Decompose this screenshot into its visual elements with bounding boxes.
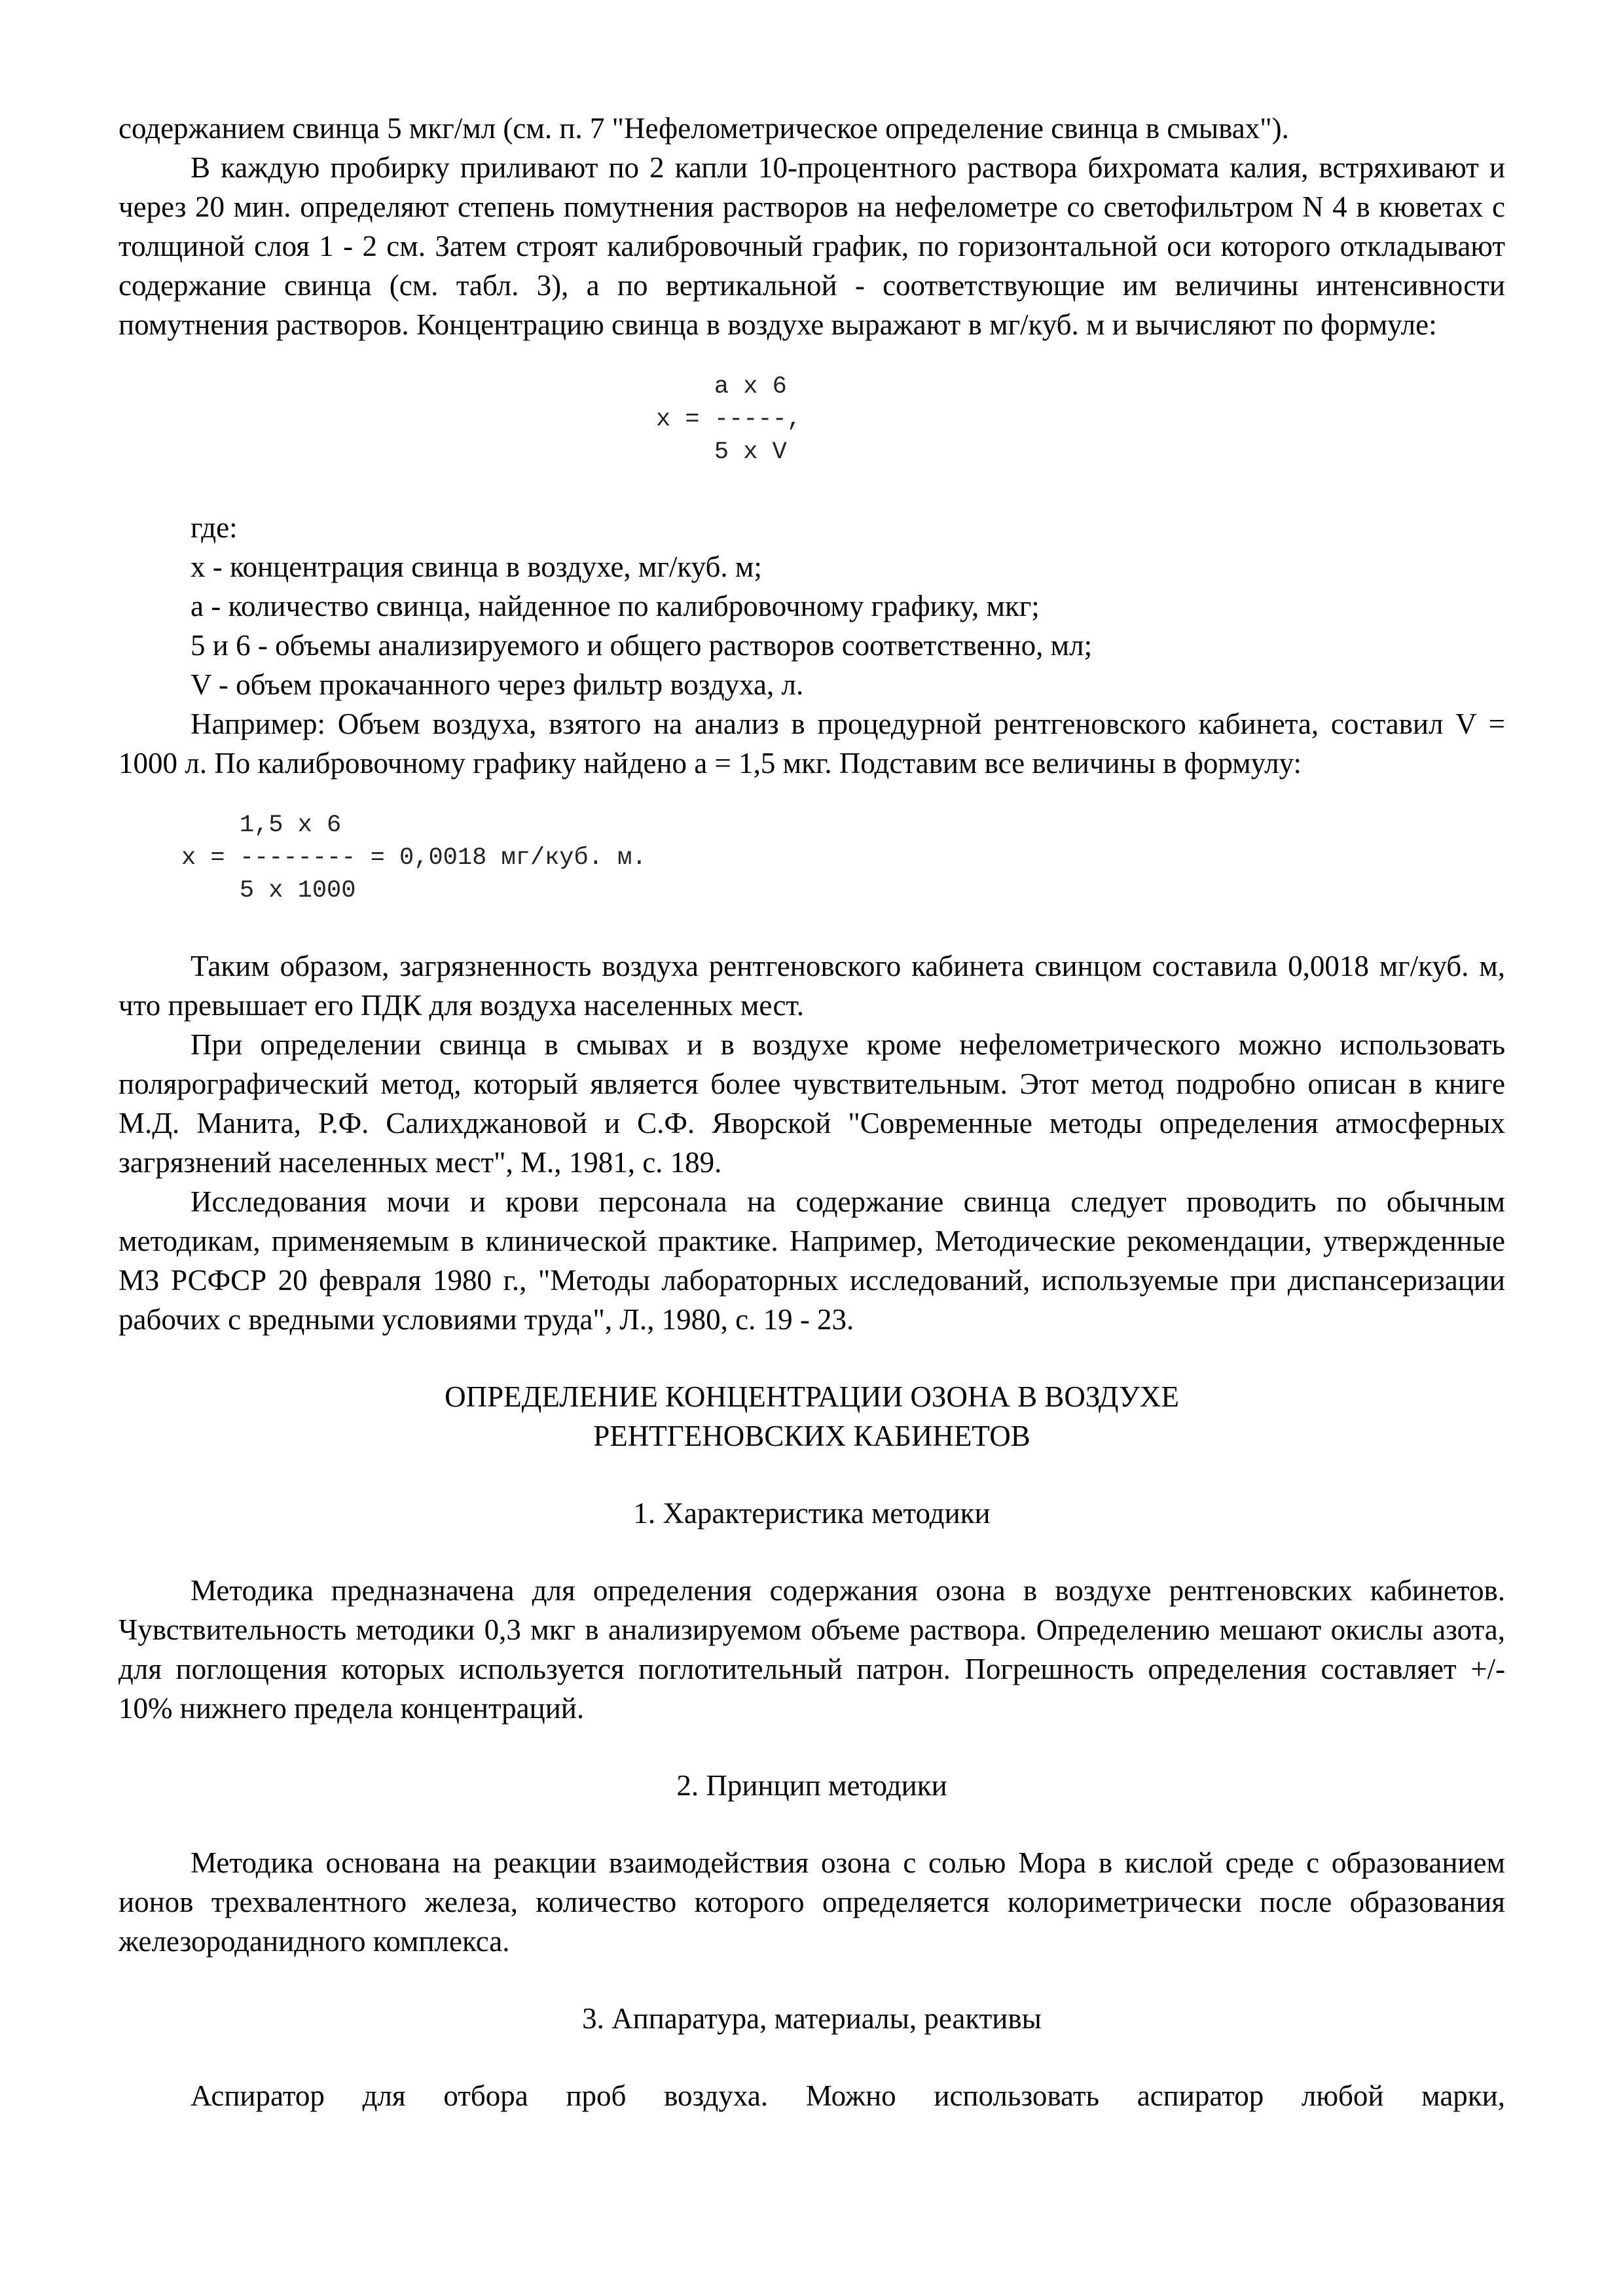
heading-line-2: РЕНТГЕНОВСКИХ КАБИНЕТОВ (593, 1420, 1030, 1452)
subsection-title-3: 3. Аппаратура, материалы, реактивы (582, 2002, 1042, 2035)
example-numerator: 1,5 x 6 (181, 812, 342, 839)
paragraph-urine-blood: Исследования мочи и крови персонала на содержание свинца следует проводить по обычным методикам, применяемым в клинической практике. Например, Методические рекомендации, утвержденные МЗ РСФСР 20 февраля 1980 г., "Методы лабораторных исследований, используемые при диспансеризации рабочих с вредными условиями труда", Л., 1980, с. 19 - 23. (119, 1185, 1505, 1336)
definition-v: V - объем прокачанного через фильтр воздуха, л. (191, 668, 804, 701)
paragraph-lead-in: содержанием свинца 5 мкг/мл (см. п. 7 "Нефелометрическое определение свинца в смывах"). (119, 112, 1289, 145)
paragraph-example: Например: Объем воздуха, взятого на анализ в процедурной рентгеновского кабинета, составил V = 1000 л. По калибровочному графику найдено а = 1,5 мкг. Подставим все величины в формулу: (119, 708, 1505, 780)
document-page (119, 109, 1505, 2115)
formula-fraction-line: x = -----, (656, 406, 802, 433)
subsection-text-3: Аспиратор для отбора проб воздуха. Можно использовать аспиратор любой марки, (191, 2079, 1505, 2112)
subsection-title-2: 2. Принцип методики (676, 1769, 947, 1802)
formula-numerator: a x 6 (656, 373, 787, 401)
definition-x: x - концентрация свинца в воздухе, мг/куб. м; (191, 550, 762, 583)
definition-volumes: 5 и 6 - объемы анализируемого и общего растворов соответственно, мл; (191, 629, 1093, 662)
heading-line-1: ОПРЕДЕЛЕНИЕ КОНЦЕНТРАЦИИ ОЗОНА В ВОЗДУХЕ (445, 1380, 1179, 1413)
formula-concentration (119, 370, 1505, 469)
where-label: где: (191, 511, 238, 544)
paragraph-result: Таким образом, загрязненность воздуха рентгеновского кабинета свинцом составила 0,0018 мг/куб. м, что превышает его ПДК для воздуха населенных мест. (119, 950, 1505, 1022)
example-denominator: 5 x 1000 (181, 877, 356, 905)
subsection-title-1: 1. Характеристика методики (633, 1497, 991, 1530)
example-fraction-line: x = -------- = 0,0018 мг/куб. м. (181, 844, 647, 872)
subsection-text-1: Методика предназначена для определения содержания озона в воздухе рентгеновских кабинетов. Чувствительность методики 0,3 мкг в анализируемом объеме раствора. Определению мешают окислы азота, для поглощения которых используется поглотительный патрон. Погрешность определения составляет +/- 10% нижнего предела концентраций. (119, 1574, 1505, 1725)
formula-example (119, 809, 1505, 907)
paragraph-polarographic: При определении свинца в смывах и в воздухе кроме нефелометрического можно использовать полярографический метод, который является более чувствительным. Этот метод подробно описан в книге М.Д. Манита, Р.Ф. Салихджановой и С.Ф. Яворской "Современные методы определения атмосферных загрязнений населенных мест", М., 1981, с. 189. (119, 1028, 1505, 1179)
subsection-text-2: Методика основана на реакции взаимодействия озона с солью Мора в кислой среде с образованием ионов трехвалентного железа, количество которого определяется колориметрически после образования железороданидного комплекса. (119, 1846, 1505, 1958)
definition-a: а - количество свинца, найденное по калибровочному графику, мкг; (191, 590, 1040, 622)
formula-denominator: 5 x V (656, 439, 787, 466)
paragraph-procedure: В каждую пробирку приливают по 2 капли 10-процентного раствора бихромата калия, встряхивают и через 20 мин. определяют степень помутнения растворов на нефелометре со светофильтром N 4 в кюветах с толщиной слоя 1 - 2 см. Затем строят калибровочный график, по горизонтальной оси которого откладывают содержание свинца (см. табл. 3), а по вертикальной - соответствующие им величины интенсивности помутнения растворов. Концентрацию свинца в воздухе выражают в мг/куб. м и вычисляют по формуле: (119, 151, 1505, 341)
section-heading (119, 1377, 1505, 1456)
